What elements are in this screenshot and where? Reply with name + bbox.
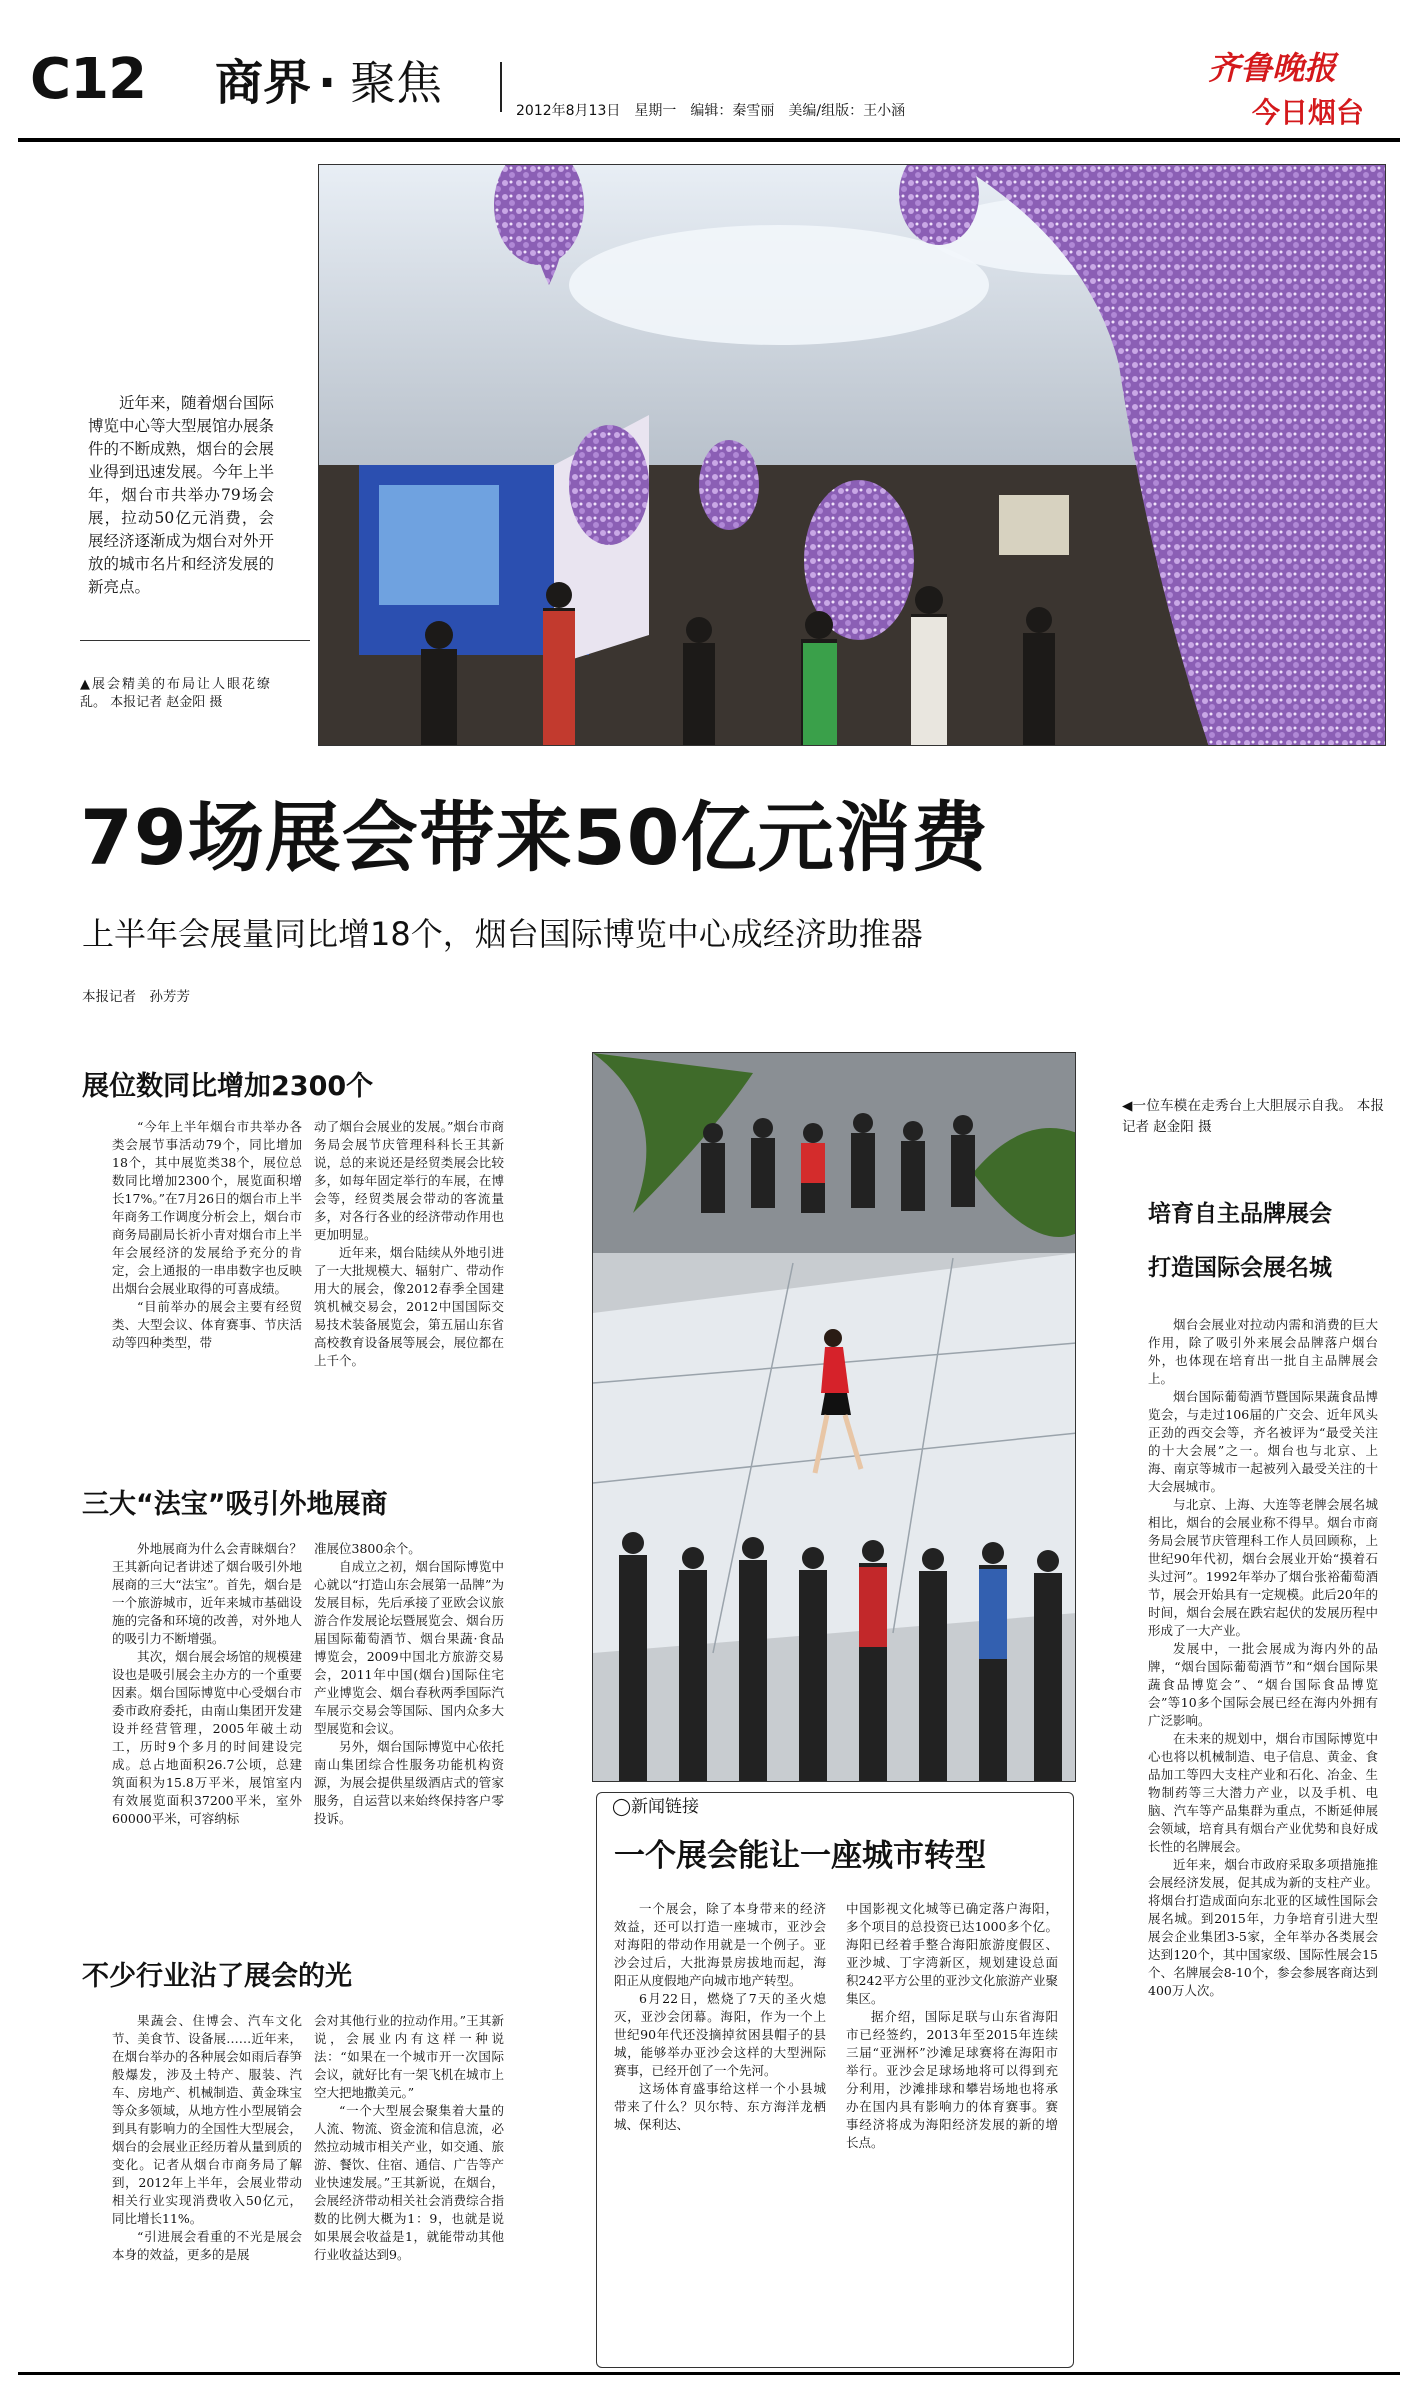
subheadline: 上半年会展量同比增18个，烟台国际博览中心成经济助推器 xyxy=(82,915,923,953)
paragraph: 近年来，烟台陆续从外地引进了一大批规模大、辐射广、带动作用大的展会，像2012春季全国建筑机械交易会，2012中国国际交易技术装备展览会，第五届山东省高校教育设备展等展会，展位都在上千个。 xyxy=(314,1245,504,1368)
photo1-caption: ▲展会精美的布局让人眼花缭乱。 本报记者 赵金阳 摄 xyxy=(80,677,270,710)
page-code: C12 xyxy=(30,47,147,112)
edition-label: 今日烟台 xyxy=(1252,96,1365,129)
paragraph: 外地展商为什么会青睐烟台？王其新向记者讲述了烟台吸引外地展商的三大“法宝”。首先，烟台是一个旅游城市，近年来城市基础设施的完备和环境的改善，对外地人的吸引力不断增强。 xyxy=(112,1541,302,1646)
headline: 79场展会带来50亿元消费 xyxy=(80,793,989,882)
intro-paragraph: 近年来，随着烟台国际博览中心等大型展馆办展条件的不断成熟，烟台的会展业得到迅速发展。今年上半年，烟台市共举办79场会展，拉动50亿元消费，会展经济逐渐成为烟台对外开放的城市名片和经济发展的新亮点。 xyxy=(88,394,274,596)
right-column-text xyxy=(1148,1316,1378,2356)
issue-info: 2012年8月13日 星期一 编辑：秦雪丽 美编/组版：王小涵 xyxy=(516,103,906,119)
section2-col1 xyxy=(112,1540,302,1936)
paragraph: 自成立之初，烟台国际博览中心就以“打造山东会展第一品牌”为发展目标，先后承接了亚欧会议旅游合作发展论坛暨展览会、烟台历届国际葡萄酒节、烟台果蔬·食品博览会，2009中国北方旅游交易会，2011年中国(烟台)国际住宅产业博览会、烟台春秋两季国际汽车展示交易会等国际、国内众多大型展览和会议。 xyxy=(314,1559,504,1736)
link-circle-icon: ◯ xyxy=(612,1797,632,1817)
subsection-name: 聚焦 xyxy=(350,56,442,110)
section1-col1 xyxy=(112,1118,302,1458)
paragraph: 在未来的规划中，烟台市国际博览中心也将以机械制造、电子信息、黄金、食品加工等四大支柱产业和石化、冶金、生物制药等三大潜力产业，以及手机、电脑、汽车等产品集群为重点，不断延伸展会领域，培育具有烟台产业优势和良好成长性的名牌展会。 xyxy=(1148,1731,1378,1854)
paragraph: 准展位3800余个。 xyxy=(314,1541,421,1556)
paragraph: 会对其他行业的拉动作用。”王其新说，会展业内有这样一种说法：“如果在一个城市开一次国际会议，就好比有一架飞机在城市上空大把地撒美元。” xyxy=(314,2013,504,2100)
paragraph: 另外，烟台国际博览中心依托南山集团综合性服务功能机构资源，为展会提供星级酒店式的管家服务，自运营以来始终保持客户零投诉。 xyxy=(314,1739,504,1826)
news-link-col2 xyxy=(846,1900,1058,2350)
paragraph: 据介绍，国际足联与山东省海阳市已经签约，2013年至2015年连续三届“亚洲杯”沙滩足球赛将在海阳市举行。亚沙会足球场地将可以得到充分利用，沙滩排球和攀岩场地也将承办在国内具有影响力的体育赛事。赛事经济将成为海阳经济发展的新的增长点。 xyxy=(846,2009,1058,2150)
section1-col2 xyxy=(314,1118,504,1458)
expo-hall-photo xyxy=(318,164,1386,746)
paragraph: 这场体育盛事给这样一个小县城带来了什么？贝尔特、东方海洋龙栖城、保利达、 xyxy=(614,2081,826,2132)
paragraph: 发展中，一批会展成为海内外的品牌，“烟台国际葡萄酒节”和“烟台国际果蔬食品博览会”、“烟台国际食品博览会”等10多个国际会展已经在海内外拥有广泛影响。 xyxy=(1148,1641,1378,1728)
right-heading-line2: 打造国际会展名城 xyxy=(1148,1255,1332,1281)
section2-col2 xyxy=(314,1540,504,1936)
paragraph: “引进展会看重的不光是展会本身的效益，更多的是展 xyxy=(112,2229,302,2262)
paragraph: 烟台会展业对拉动内需和消费的巨大作用，除了吸引外来展会品牌落户烟台外，也体现在培育出一批自主品牌展会上。 xyxy=(1148,1317,1378,1386)
paragraph: 一个展会，除了本身带来的经济效益，还可以打造一座城市，亚沙会对海阳的带动作用就是一个例子。亚沙会过后，大批海景房拔地而起，海阳正从度假地产向城市地产转型。 xyxy=(614,1901,826,1988)
paragraph: 与北京、上海、大连等老牌会展名城相比，烟台的会展业称不得早。烟台市商务局会展节庆管理科工作人员回顾称，上世纪90年代初，烟台会展业开始“摸着石头过河”。1992年举办了烟台张裕葡萄酒节，展会开始具有一定规模。此后20年的时间，烟台会展在跌宕起伏的发展历程中形成了一大产业。 xyxy=(1148,1497,1378,1638)
paragraph: 果蔬会、住博会、汽车文化节、美食节、设备展……近年来，在烟台举办的各种展会如雨后春笋般爆发，涉及土特产、服装、汽车、房地产、机械制造、黄金珠宝等众多领域，从地方性小型展销会到具有影响力的全国性大型展会，烟台的会展业正经历着从量到质的变化。记者从烟台市商务局了解到，2012年上半年，会展业带动相关行业实现消费收入50亿元，同比增长11%。 xyxy=(112,2013,302,2226)
masthead: 齐鲁晚报 xyxy=(1208,49,1337,87)
byline: 本报记者 孙芳芳 xyxy=(82,989,190,1005)
section3-heading: 不少行业沾了展会的光 xyxy=(82,1961,352,1992)
paragraph: “目前举办的展会主要有经贸类、大型会议、体育赛事、节庆活动等四种类型，带 xyxy=(112,1299,302,1350)
section3-col2 xyxy=(314,2012,504,2354)
paragraph: 中国影视文化城等已确定落户海阳，多个项目的总投资已达1000多个亿。海阳已经着手整合海阳旅游度假区、亚沙城、丁字湾新区，规划建设总面积242平方公里的亚沙文化旅游产业聚集区。 xyxy=(846,1901,1058,2006)
header-rule xyxy=(18,138,1400,142)
runway-illustration xyxy=(593,1053,1076,1782)
paragraph: 其次，烟台展会场馆的规模建设也是吸引展会主办方的一个重要因素。烟台国际博览中心受烟台市委市政府委托，由南山集团开发建设并经营管理，2005年破土动工，历时9个多月的时间建设完成。总占地面积26.7公顷，总建筑面积为15.8万平米，展馆室内有效展览面积37200平米，室外60000平米，可容纳标 xyxy=(112,1649,302,1826)
paragraph: 6月22日，燃烧了7天的圣火熄灭，亚沙会闭幕。海阳，作为一个上世纪90年代还没摘掉贫困县帽子的县城，能够举办亚沙会这样的大型洲际赛事，已经开创了一个先河。 xyxy=(614,1991,826,2078)
page-header xyxy=(0,0,1417,135)
section-dot: · xyxy=(318,55,337,111)
header-divider xyxy=(500,62,502,112)
section-name: 商界 xyxy=(215,55,312,111)
section1-heading: 展位数同比增加2300个 xyxy=(82,1071,374,1102)
intro-box-border xyxy=(80,640,310,641)
news-link-col1 xyxy=(614,1900,826,2350)
runway-model-photo xyxy=(592,1052,1076,1782)
paragraph: 近年来，烟台市政府采取多项措施推会展经济发展，促其成为新的支柱产业。将烟台打造成面向东北亚的区域性国际会展名城。到2015年，力争培育引进大型展会企业集团3-5家，全年举办各类展会达到120个，其中国家级、国际性展会15个、名牌展会8-10个，参会参展客商达到400万人次。 xyxy=(1148,1857,1378,1998)
news-link-heading: 一个展会能让一座城市转型 xyxy=(614,1838,986,1874)
news-link-label: 新闻链接 xyxy=(631,1797,700,1817)
photo2-caption: ◀一位车模在走秀台上大胆展示自我。 本报记者 赵金阳 摄 xyxy=(1122,1098,1384,1135)
section3-col1 xyxy=(112,2012,302,2354)
paragraph: “今年上半年烟台市共举办各类会展节事活动79个，同比增加18个，其中展览类38个，展位总数同比增加2300个，展览面积增长17%。”在7月26日的烟台市上半年商务工作调度分析会上，烟台市商务局副局长祈小青对烟台市上半年会展经济的发展给予充分的肯定，会上通报的一串串数字也反映出烟台会展业取得的可喜成绩。 xyxy=(112,1119,302,1296)
paragraph: 动了烟台会展业的发展。”烟台市商务局会展节庆管理科科长王其新说，总的来说还是经贸类展会比较多，如每年固定举行的车展，在博会等，经贸类展会带动的客流量多，对各行各业的经济带动作用也更加明显。 xyxy=(314,1119,504,1242)
footer-rule xyxy=(18,2372,1400,2375)
expo-hall-illustration xyxy=(319,165,1386,746)
right-heading-line1: 培育自主品牌展会 xyxy=(1148,1201,1332,1227)
section2-heading: 三大“法宝”吸引外地展商 xyxy=(82,1489,388,1520)
paragraph: 烟台国际葡萄酒节暨国际果蔬食品博览会，与走过106届的广交会、近年风头正劲的西交会等，齐名被评为“最受关注的十大会展”之一。烟台也与北京、上海、南京等城市一起被列入最受关注的十大会展城市。 xyxy=(1148,1389,1378,1494)
paragraph: “一个大型展会聚集着大量的人流、物流、资金流和信息流，必然拉动城市相关产业，如交通、旅游、餐饮、住宿、通信、广告等产业快速发展。”王其新说，在烟台，会展经济带动相关社会消费综合指数的比例大概为1：9，也就是说如果展会收益是1，就能带动其他行业收益达到9。 xyxy=(314,2103,504,2262)
news-link-tag xyxy=(612,1796,699,1818)
